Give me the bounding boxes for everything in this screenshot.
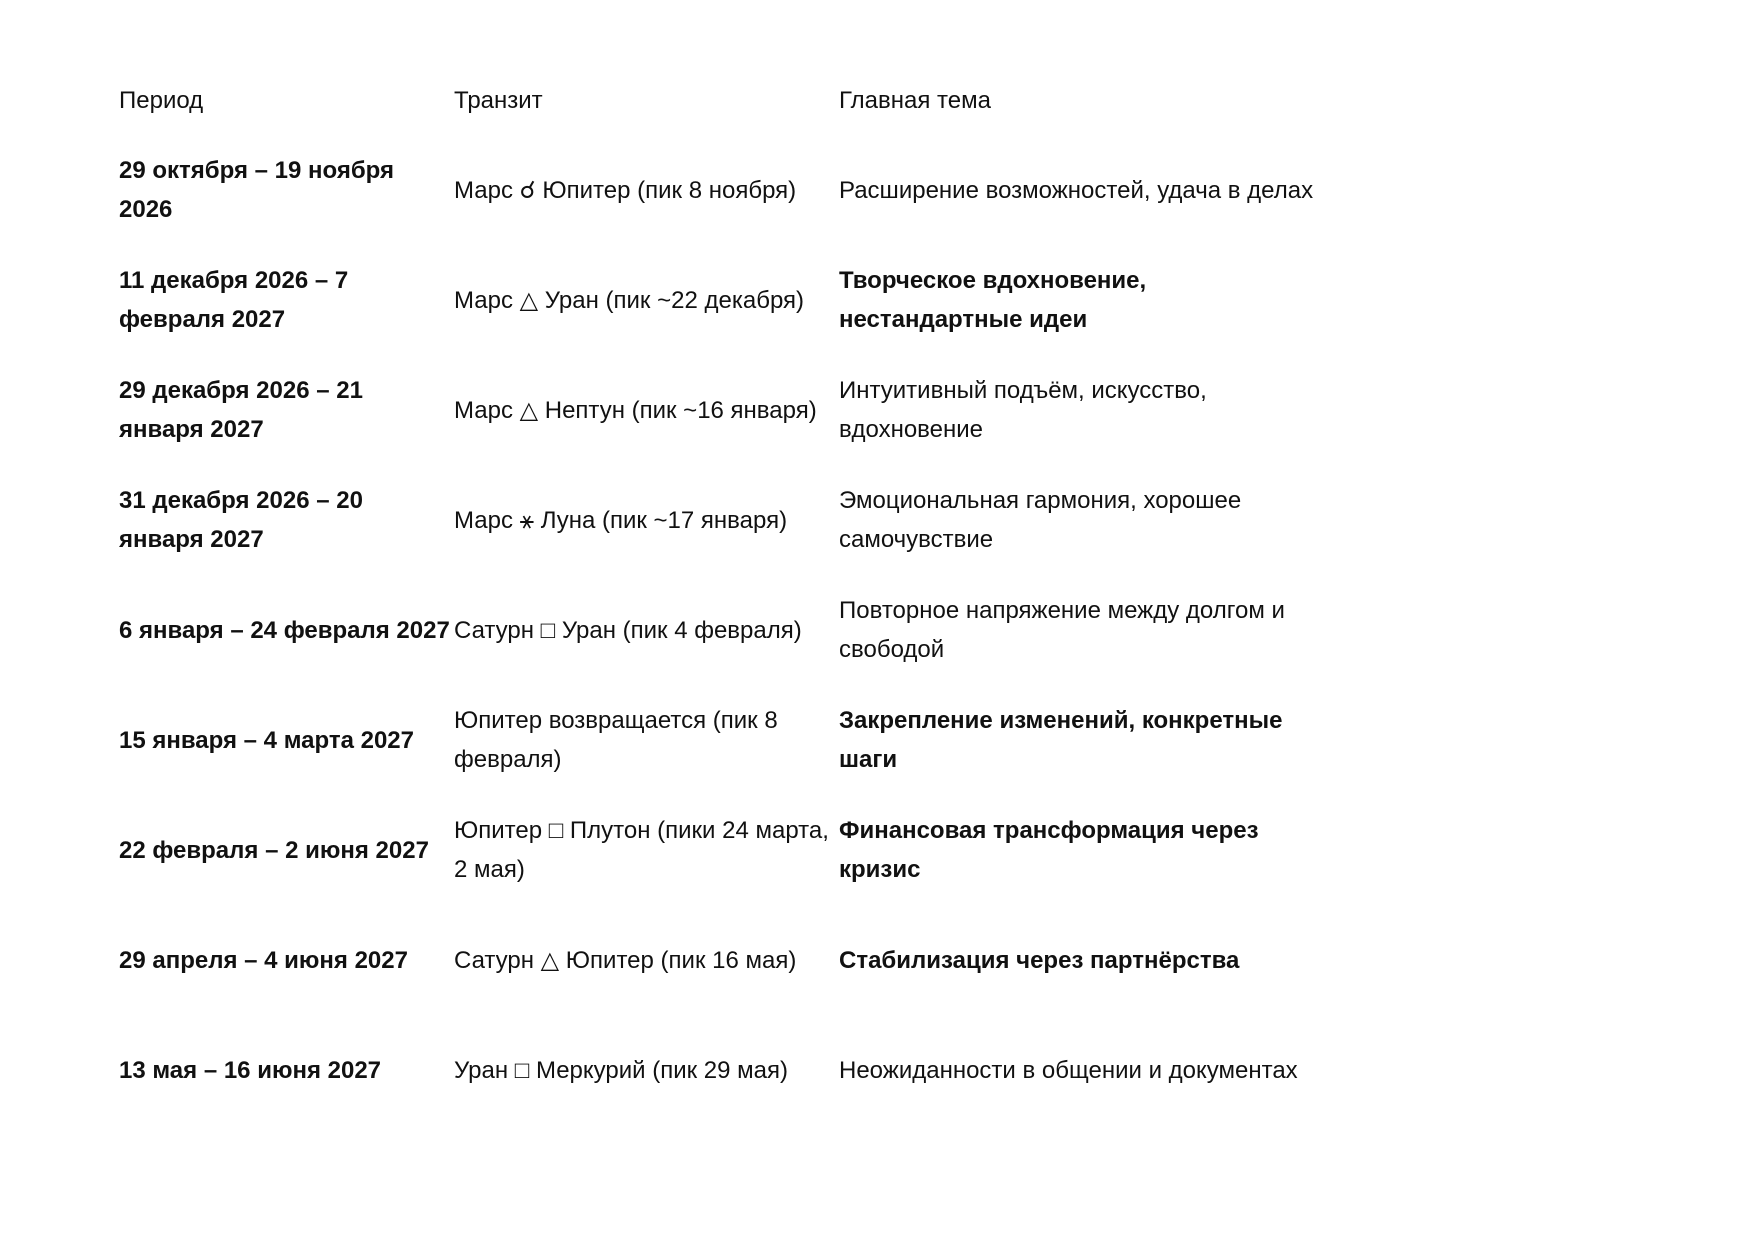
cell-period: 6 января – 24 февраля 2027 [119, 616, 450, 644]
header-period: Период [119, 86, 204, 114]
cell-period: 29 октября – 19 ноября 2026 [119, 157, 395, 223]
cell-transit: Марс ⚹ Луна (пик ~17 января) [454, 506, 788, 534]
cell-period: 31 декабря 2026 – 20 января 2027 [119, 487, 363, 553]
cell-theme: Интуитивный подъём, искусство, вдохновение [839, 377, 1207, 443]
cell-period: 11 декабря 2026 – 7 февраля 2027 [119, 267, 349, 333]
cell-transit: Юпитер □ Плутон (пики 24 марта, 2 мая) [454, 817, 829, 883]
cell-theme: Неожиданности в общении и документах [839, 1056, 1298, 1084]
table-row [119, 260, 1319, 370]
cell-transit: Сатурн △ Юпитер (пик 16 мая) [454, 946, 797, 974]
cell-theme: Финансовая трансформация через кризис [839, 817, 1259, 883]
cell-theme: Расширение возможностей, удача в делах [839, 176, 1314, 204]
cell-transit: Сатурн □ Уран (пик 4 февраля) [454, 616, 802, 644]
table-row [119, 810, 1319, 920]
cell-period: 29 апреля – 4 июня 2027 [119, 946, 408, 974]
header-theme: Главная тема [839, 86, 991, 114]
table-row [119, 1030, 1319, 1110]
cell-transit: Марс ☌ Юпитер (пик 8 ноября) [454, 176, 797, 204]
cell-theme: Закрепление изменений, конкретные шаги [839, 707, 1283, 773]
cell-theme: Повторное напряжение между долгом и свободой [839, 597, 1285, 663]
table-row [119, 700, 1319, 810]
table-row [119, 150, 1319, 260]
cell-period: 15 января – 4 марта 2027 [119, 726, 414, 754]
table-row [119, 370, 1319, 480]
table-row [119, 480, 1319, 590]
cell-transit: Марс △ Нептун (пик ~16 января) [454, 396, 817, 424]
table-row [119, 590, 1319, 700]
cell-period: 22 февраля – 2 июня 2027 [119, 836, 429, 864]
table-row [119, 920, 1319, 1030]
cell-transit: Марс △ Уран (пик ~22 декабря) [454, 286, 805, 314]
cell-transit: Юпитер возвращается (пик 8 февраля) [454, 707, 778, 773]
cell-theme: Эмоциональная гармония, хорошее самочувствие [839, 487, 1242, 553]
cell-period: 13 мая – 16 июня 2027 [119, 1056, 382, 1084]
header-transit: Транзит [454, 86, 543, 114]
transits-table [119, 80, 1319, 1110]
cell-period: 29 декабря 2026 – 21 января 2027 [119, 377, 363, 443]
cell-transit: Уран □ Меркурий (пик 29 мая) [454, 1056, 788, 1084]
cell-theme: Творческое вдохновение, нестандартные идеи [839, 267, 1147, 333]
cell-theme: Стабилизация через партнёрства [839, 946, 1240, 974]
table-header-row [119, 80, 1319, 150]
